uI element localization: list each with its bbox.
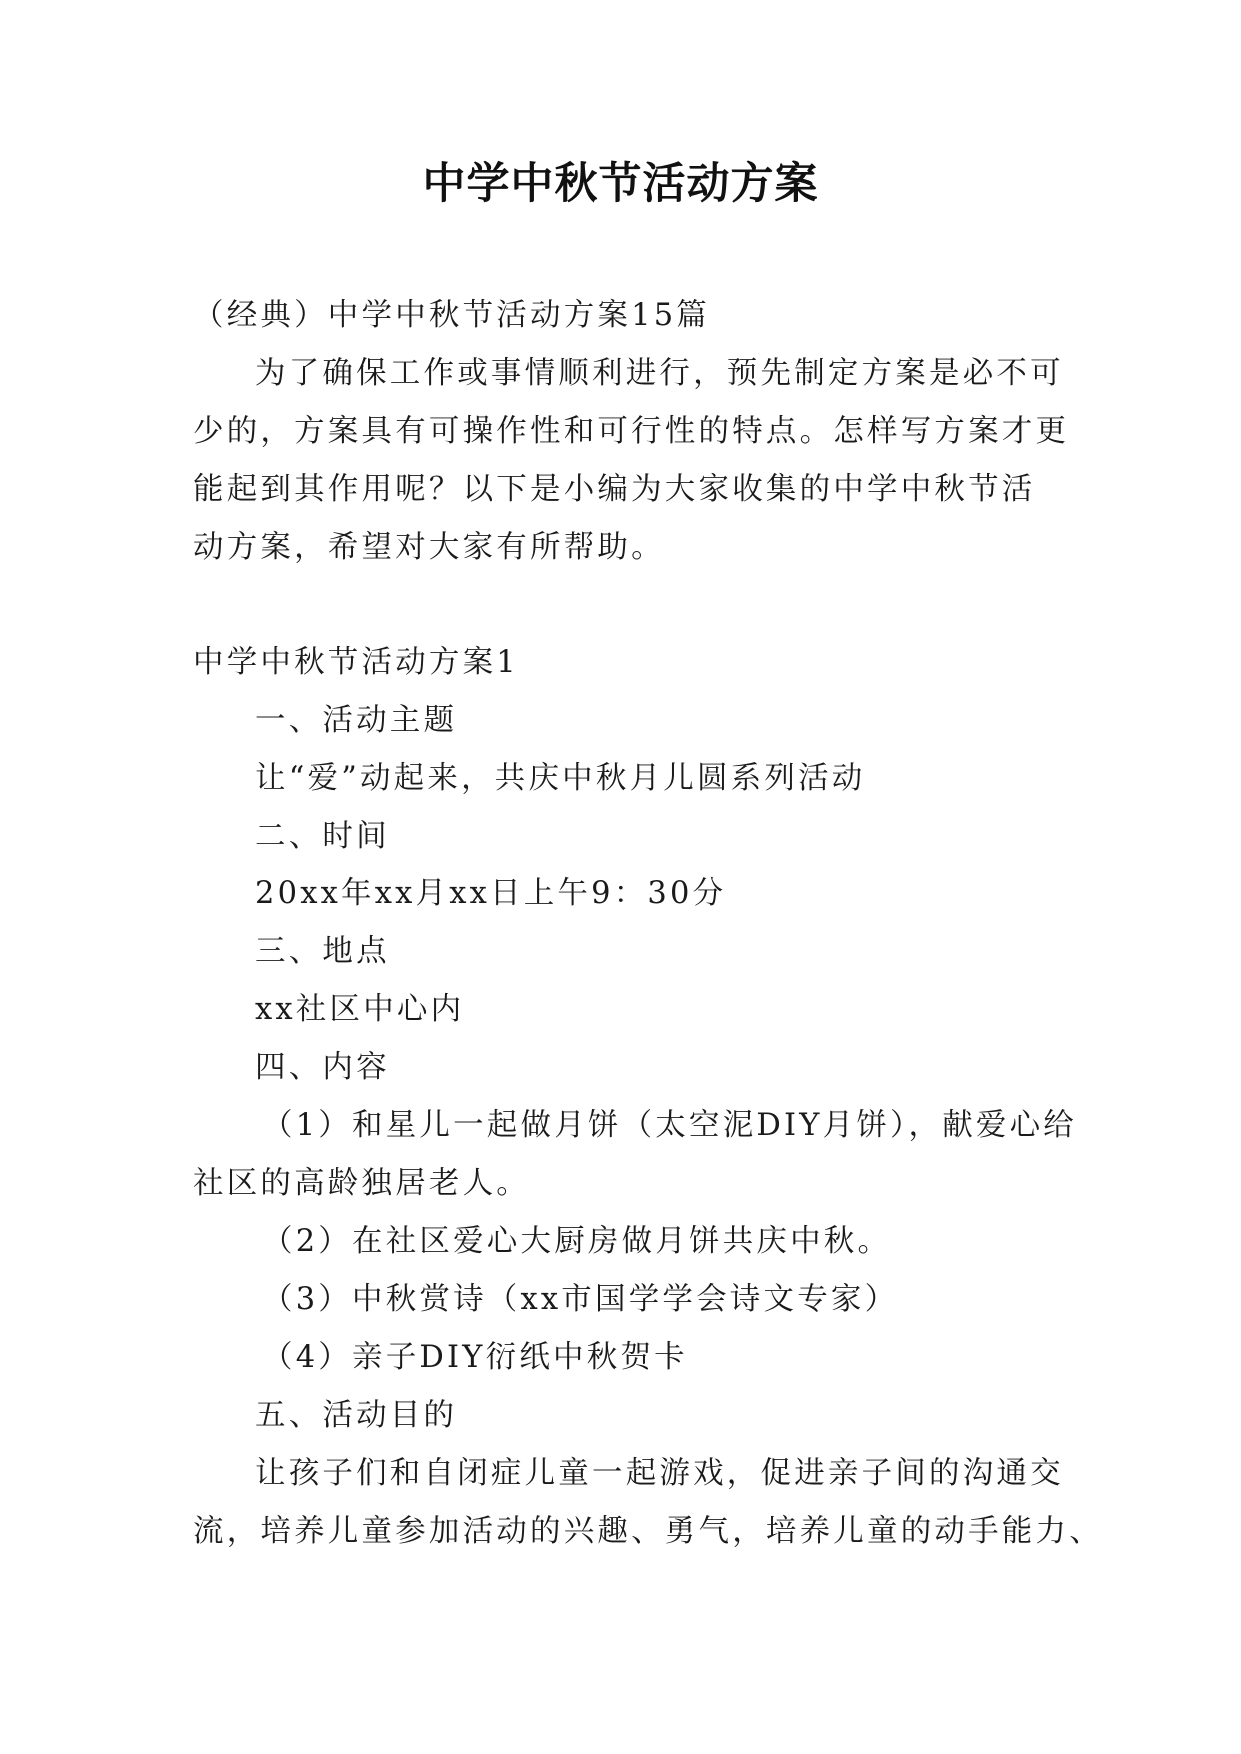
body-line: 让“爱”动起来，共庆中秋月儿圆系列活动 bbox=[255, 761, 866, 796]
body-line: （2）在社区爱心大厨房做月饼共庆中秋。 bbox=[262, 1224, 892, 1259]
intro-line: 为了确保工作或事情顺利进行，预先制定方案是必不可 bbox=[255, 356, 1064, 391]
body-line: 四、内容 bbox=[255, 1050, 390, 1085]
section-heading: 中学中秋节活动方案1 bbox=[193, 645, 519, 680]
body-line: （3）中秋赏诗（xx市国学学会诗文专家） bbox=[262, 1282, 899, 1317]
body-line: 三、地点 bbox=[255, 934, 390, 969]
document-title: 中学中秋节活动方案 bbox=[422, 159, 819, 209]
body-line: （4）亲子DIY衍纸中秋贺卡 bbox=[262, 1340, 688, 1375]
body-line: 二、时间 bbox=[255, 819, 390, 854]
body-line: （1）和星儿一起做月饼（太空泥DIY月饼），献爱心给 bbox=[262, 1108, 1077, 1143]
body-line: 五、活动目的 bbox=[255, 1398, 458, 1433]
body-line: 流，培养儿童参加活动的兴趣、勇气，培养儿童的动手能力、 bbox=[193, 1514, 1103, 1549]
body-line: 让孩子们和自闭症儿童一起游戏，促进亲子间的沟通交 bbox=[255, 1456, 1064, 1491]
body-line: 社区的高龄独居老人。 bbox=[193, 1166, 530, 1201]
body-line: 一、活动主题 bbox=[255, 703, 458, 738]
intro-line: 能起到其作用呢？以下是小编为大家收集的中学中秋节活 bbox=[193, 472, 1036, 507]
body-line: xx社区中心内 bbox=[255, 992, 465, 1027]
body-line: 20xx年xx月xx日上午9：30分 bbox=[255, 876, 727, 911]
document-subtitle: （经典）中学中秋节活动方案15篇 bbox=[193, 298, 711, 333]
intro-line: 少的，方案具有可操作性和可行性的特点。怎样写方案才更 bbox=[193, 414, 1070, 449]
intro-line: 动方案，希望对大家有所帮助。 bbox=[193, 530, 665, 565]
